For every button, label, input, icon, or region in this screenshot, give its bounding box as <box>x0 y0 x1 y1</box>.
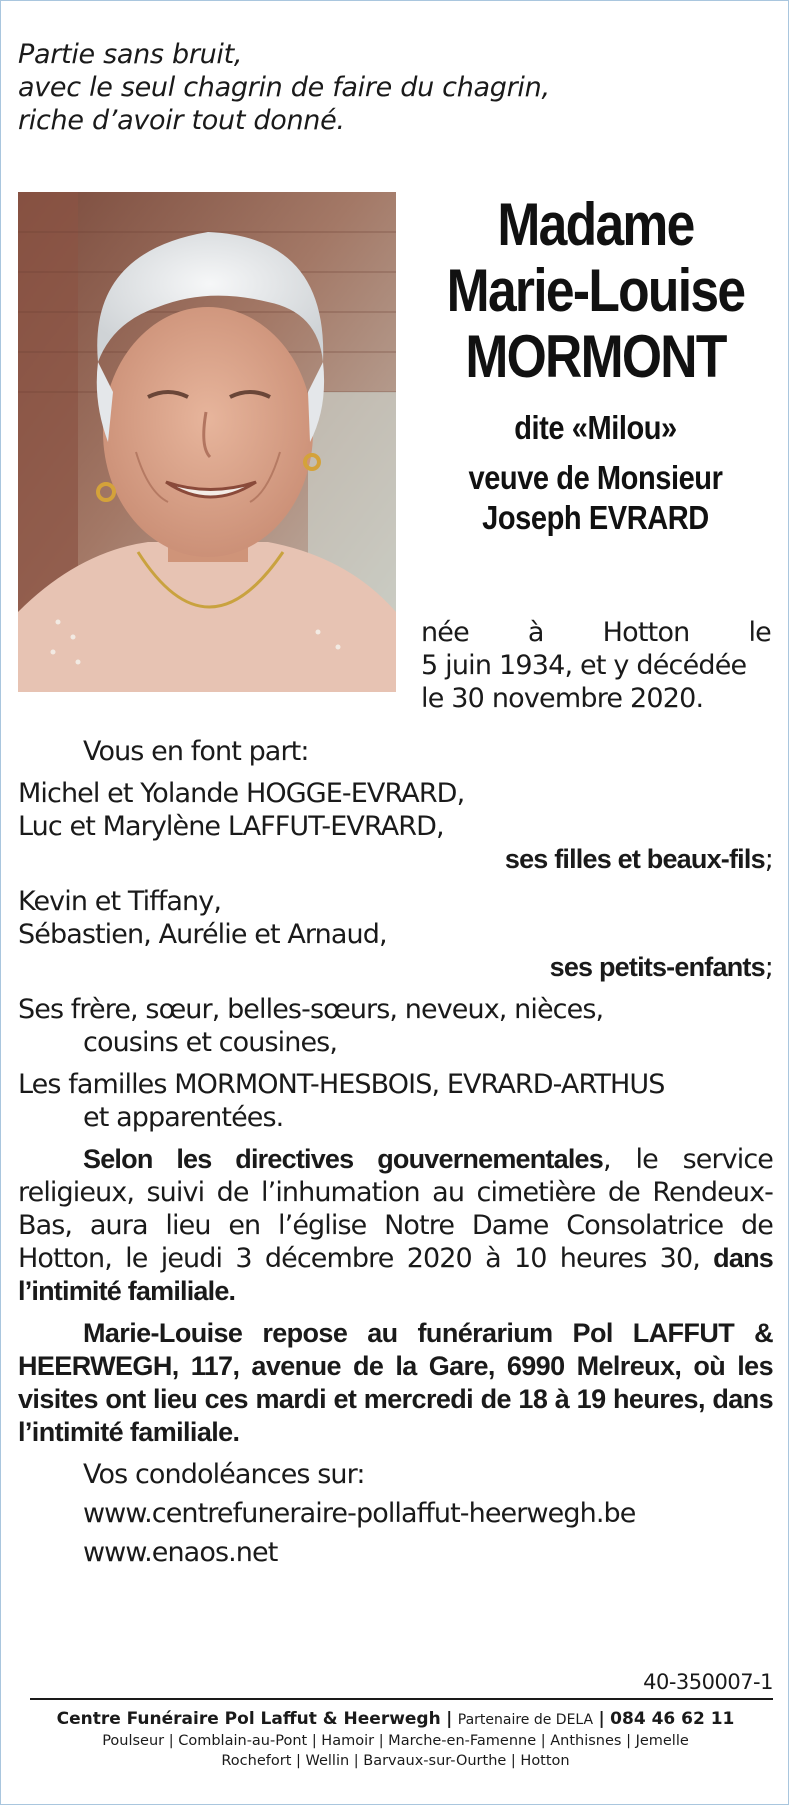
grandchild-line: Sébastien, Aurélie et Arnaud, <box>18 919 387 950</box>
semicolon: ; <box>764 844 773 875</box>
child-line: Luc et Marylène LAFFUT-EVRARD, <box>18 811 444 842</box>
family-line: Les familles MORMONT-HESBOIS, EVRARD-ARTHUS <box>18 1069 665 1100</box>
portrait-illustration <box>18 192 396 692</box>
ceremony-paragraph <box>18 1143 773 1308</box>
widow-line-2: Joseph EVRARD <box>482 499 709 536</box>
grandchildren-role <box>18 951 773 984</box>
announcement-body <box>18 735 773 1569</box>
epigraph-line: riche d’avoir tout donné. <box>18 105 345 136</box>
deceased-name-block <box>400 192 791 538</box>
first-name: Marie-Louise <box>446 257 745 324</box>
title: Madame <box>497 191 694 258</box>
reference-number: 40-350007-1 <box>643 1670 773 1694</box>
separator: | <box>446 1709 453 1729</box>
ceremony-bold-end: dans l’intimité familiale. <box>18 1243 773 1306</box>
partner: Partenaire de DELA <box>457 1712 594 1728</box>
epigraph-line: avec le seul chagrin de faire du chagrin, <box>18 72 550 103</box>
semicolon: ; <box>764 952 773 983</box>
company-name: Centre Funéraire Pol Laffut & Heerwegh <box>56 1709 441 1729</box>
ceremony-bold-start: Selon les directives gouvernementales <box>83 1144 603 1174</box>
last-name: MORMONT <box>465 323 726 390</box>
portrait-photo <box>18 192 396 692</box>
grandchildren-role-label: ses petits-enfants <box>549 952 765 982</box>
epigraph <box>18 38 758 137</box>
grandchild-line: Kevin et Tiffany, <box>18 886 222 917</box>
footer <box>0 1708 791 1771</box>
born-line-3: le 30 novembre 2020. <box>421 683 704 714</box>
towns-line-1: Poulseur | Comblain-au-Pont | Hamoir | Marche-en-Famenne | Anthisnes | Jemelle <box>102 1733 689 1749</box>
born-line-1: née à Hotton le <box>421 617 771 648</box>
footer-divider <box>30 1698 773 1700</box>
condolences-label: Vos condoléances sur: <box>83 1459 365 1490</box>
children-role-label: ses filles et beaux-fils <box>504 844 765 874</box>
children-role <box>18 843 773 876</box>
towns-line-2: Rochefort | Wellin | Barvaux-sur-Ourthe | Hotton <box>221 1753 570 1769</box>
condolences-link-1[interactable]: www.centrefuneraire-pollaffut-heerwegh.be <box>83 1498 636 1529</box>
family-line: et apparentées. <box>83 1102 284 1133</box>
family-line: Ses frère, sœur, belles-sœurs, neveux, nièces, <box>18 994 604 1025</box>
birth-death-info <box>421 616 771 715</box>
nickname: dite «Milou» <box>514 409 677 446</box>
intro: Vous en font part: <box>83 736 309 767</box>
footer-main-line <box>0 1708 791 1731</box>
condolences-link-2[interactable]: www.enaos.net <box>83 1537 278 1568</box>
widow-line-1: veuve de Monsieur <box>468 459 723 496</box>
funerarium-paragraph: Marie-Louise repose au funérarium Pol LAFFUT & HEERWEGH, 117, avenue de la Gare, 6990 Melreux, où les visites ont lieu ces mardi et mercredi de 18 à 19 heures, dans l’intimité familiale. <box>18 1318 773 1447</box>
epigraph-line: Partie sans bruit, <box>18 39 243 70</box>
ceremony-text: , le service religieux, suivi de l’inhumation au cimetière de Rendeux-Bas, aura lieu en l’église Notre Dame Consolatrice de Hotton, le jeudi 3 décembre 2020 à 10 heures 30, <box>18 1144 774 1274</box>
child-line: Michel et Yolande HOGGE-EVRARD, <box>18 778 465 809</box>
born-line-2: 5 juin 1934, et y décédée <box>421 650 747 681</box>
phone-number: 084 46 62 11 <box>610 1709 735 1729</box>
separator: | <box>598 1709 605 1729</box>
family-line: cousins et cousines, <box>83 1027 338 1058</box>
